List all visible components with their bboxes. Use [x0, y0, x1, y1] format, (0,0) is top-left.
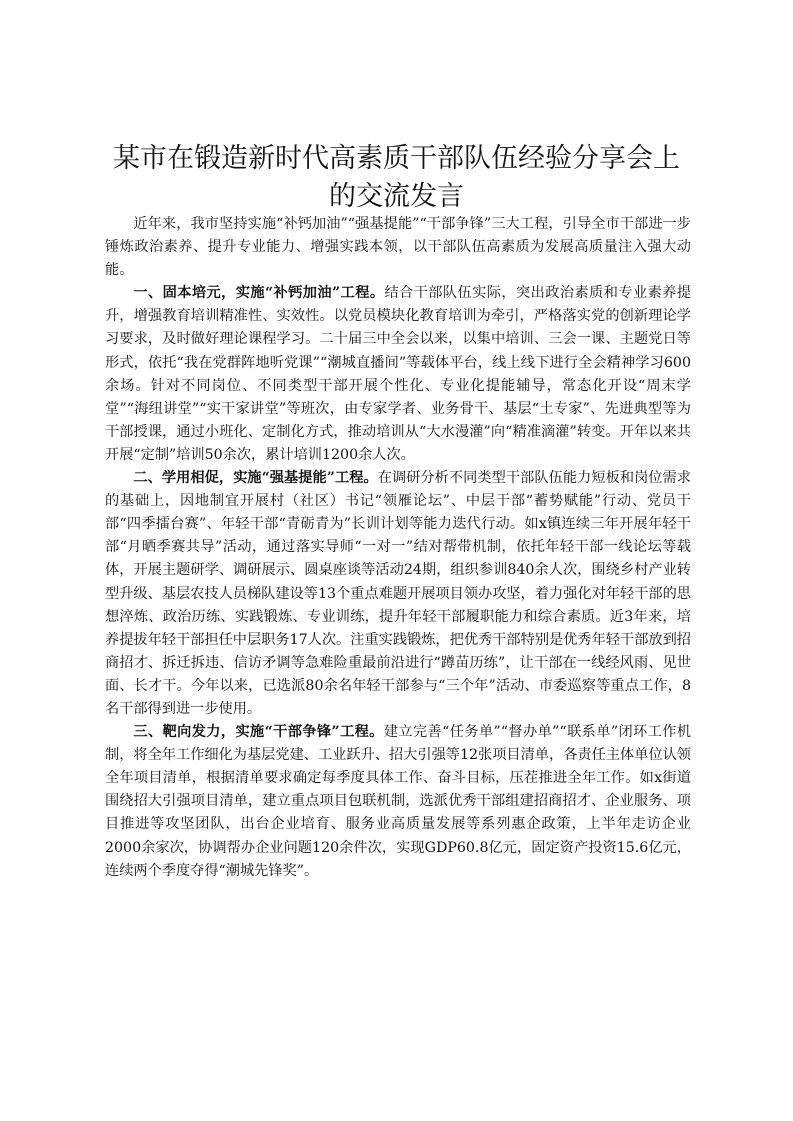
paragraph-text: 在调研分析不同类型干部队伍能力短板和岗位需求的基础上，因地制宜开展村（社区）书记“领雁论坛”、中层干部“蓄势赋能”行动、党员干部“四季擂台赛”、年轻干部“青砺青为”长训计划等能力迭代行动。如x镇连续三年开展年轻干部“月晒季赛共导”活动，通过落实导师“一对一”结对帮带机制，依托年轻干部一线论坛等载体，开展主题研学、调研展示、圆桌座谈等活动24期，组织参训840余人次，围绕乡村产业转型升级、基层农技人员梯队建设等13个重点难题开展项目领办攻坚，着力强化对年轻干部的思想淬炼、政治历练、实践锻炼、专业训练，提升年轻干部履职能力和综合素质。近3年来，培养提拔年轻干部担任中层职务17人次。注重实践锻炼，把优秀干部特别是优秀年轻干部放到招商招才、拆迁拆违、信访矛调等急难险重最前沿进行“蹲苗历练”，让干部在一线经风雨、见世面、长才干。今年以来，已选派80余名年轻干部参与“三个年”活动、市委巡察等重点工作，8名干部得到进一步使用。 — [105, 470, 691, 717]
paragraph-text: 建立完善“任务单”“督办单”“联系单”闭环工作机制，将全年工作细化为基层党建、工业跃升、招大引强等12张项目清单，各责任主体单位认领全年项目清单，根据清单要求确定每季度具体工作、奋斗目标，压茬推进全年工作。如x街道围绕招大引强项目清单，建立重点项目包联机制，选派优秀干部组建招商招才、企业服务、项目推进等攻坚团队，出台企业培育、服务业高质量发展等系列惠企政策，上半年走访企业2000余家次，协调帮办企业问题120余件次，实现GDP60.8亿元，固定资产投资15.6亿元，连续两个季度夺得“潮城先锋奖”。 — [105, 724, 691, 879]
section-heading: 三、靶向发力，实施“干部争锋”工程。 — [133, 724, 384, 741]
paragraph-text: 近年来，我市坚持实施“补钙加油”“强基提能”“干部争锋”三大工程，引导全市干部进一步锤炼政治素养、提升专业能力、增强实践本领，以干部队伍高素质为发展高质量注入强大动能。 — [105, 216, 691, 279]
paragraph-section-1 — [105, 282, 691, 467]
page-title: 某市在锻造新时代高素质干部队伍经验分享会上的交流发言 — [113, 143, 680, 212]
paragraph-section-2 — [105, 467, 691, 721]
paragraph-intro — [105, 213, 691, 282]
paragraph-text: 结合干部队伍实际，突出政治素质和专业素养提升，增强教育培训精准性、实效性。以党员模块化教育培训为牵引，严格落实党的创新理论学习要求，及时做好理论课程学习。二十届三中全会以来，以集中培训、三会一课、主题党日等形式，依托“我在党群阵地听党课”“潮城直播间”等载体平台，线上线下进行全会精神学习600余场。针对不同岗位、不同类型干部开展个性化、专业化提能辅导，常态化开设“周末学堂”“海纽讲堂”“实干家讲堂”等班次，由专家学者、业务骨干、基层“土专家”、先进典型等为干部授课，通过小班化、定制化方式，推动培训从“大水漫灌”向“精准滴灌”转变。开年以来共开展“定制”培训50余次，累计培训1200余人次。 — [105, 285, 691, 463]
section-heading: 一、固本培元，实施“补钙加油”工程。 — [133, 285, 385, 302]
paragraph-section-3 — [105, 721, 691, 883]
document-body — [105, 213, 691, 883]
section-heading: 二、学用相促，实施“强基提能”工程。 — [133, 470, 378, 487]
